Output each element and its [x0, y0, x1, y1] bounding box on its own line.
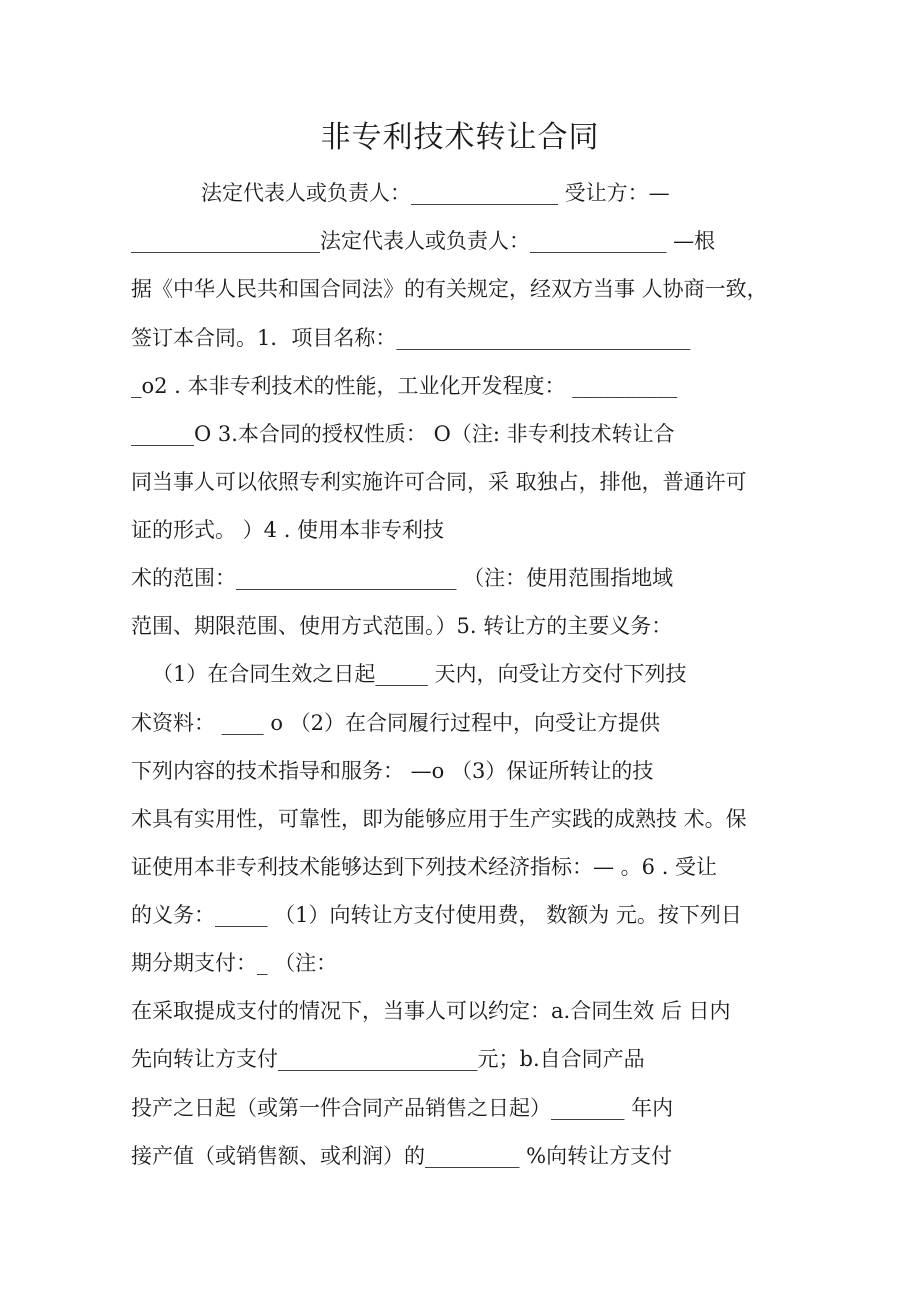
text-line: 术具有实用性，可靠性，即为能够应用于生产实践的成熟技 术。保 [131, 807, 747, 831]
text-line: 范围、期限范围、使用方式范围。）5. 转让方的主要义务： [131, 614, 673, 638]
text-line: 术资料： ____ o （2）在合同履行过程中，向受让方提供 [131, 711, 661, 735]
text-line: 投产之日起（或第一件合同产品销售之日起）_______ 年内 [131, 1096, 674, 1120]
text-line: 法定代表人或负责人：______________ 受让方：— [201, 181, 670, 205]
text-line: 的义务：_____ （1）向转让方支付使用费， 数额为 元。按下列日 [131, 903, 742, 927]
text-line: _o2 . 本非专利技术的性能，工业化开发程度： __________ [131, 374, 678, 398]
text-line: 期分期支付：_ （注： [131, 951, 338, 975]
text-line: 同当事人可以依照专利实施许可合同，采 取独占，排他，普通许可 [131, 470, 747, 494]
text-line: 签订本合同。1．项目名称：____________________________ [131, 326, 691, 350]
text-line: （1）在合同生效之日起_____ 天内，向受让方交付下列技 [152, 662, 687, 686]
text-line: 术的范围：_____________________ （注：使用范围指地域 [131, 566, 674, 590]
text-line: 在采取提成支付的情况下，当事人可以约定：a.合同生效 后 日内 [131, 999, 731, 1023]
text-line: 据《中华人民共和国合同法》的有关规定，经双方当事 人协商一致， [131, 277, 768, 301]
page-title: 非专利技术转让合同 [320, 120, 600, 155]
text-line: 先向转让方支付___________________元；b.自合同产品 [131, 1047, 645, 1071]
text-line: ______O 3.本合同的授权性质： O（注: 非专利技术转让合 [131, 422, 675, 446]
text-line: 接产值（或销售额、或利润）的_________ %向转让方支付 [131, 1144, 673, 1168]
text-line: 下列内容的技术指导和服务： —o （3）保证所转让的技 [131, 759, 654, 783]
text-line: __________________法定代表人或负责人：_____________ —根 [131, 229, 716, 253]
text-line: 证使用本非专利技术能够达到下列技术经济指标：— 。6 . 受让 [131, 855, 718, 879]
text-line: 证的形式。 ）4 . 使用本非专利技 [131, 518, 445, 542]
